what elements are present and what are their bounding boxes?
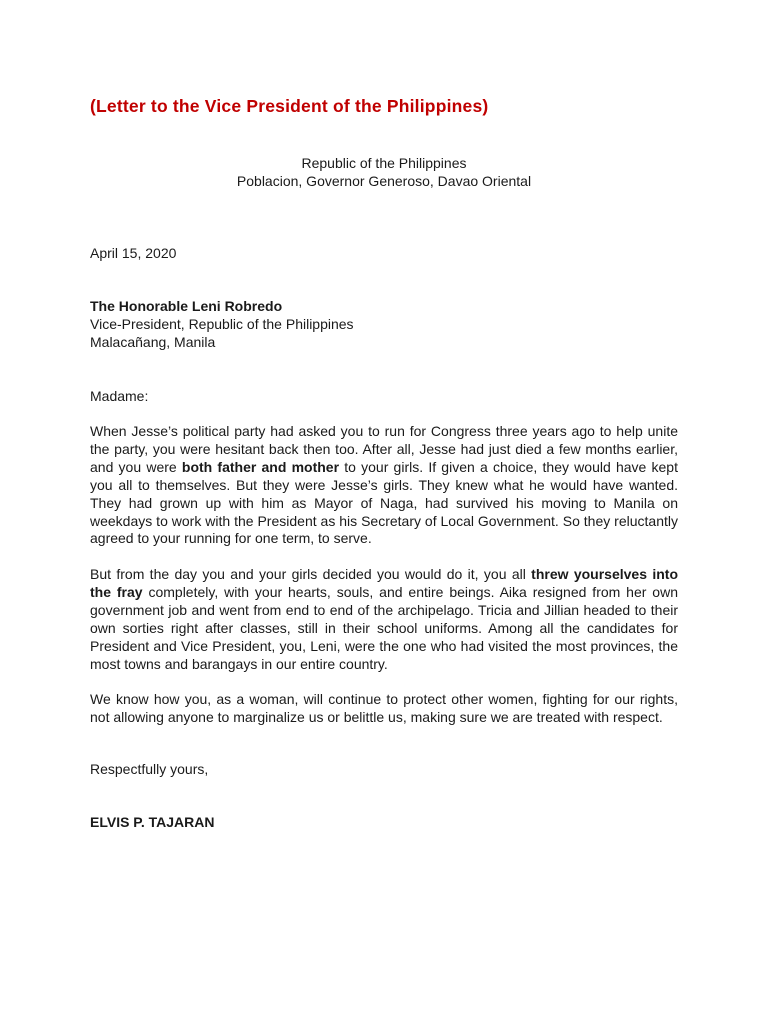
paragraph-3-text: We know how you, as a woman, will continue to protect other women, fighting for our rights, not allowing anyone to marginalize us or belittle us, making sure we are treated with respect.	[90, 691, 678, 725]
paragraph-1-text-end: to your girls. If given a choice, they would have kept you all to themselves. But they were Jesse’s girls. They knew what he would have wanted. They had grown up with him as Mayor of Naga, had survived his moving to Manila on weekdays to work with the President as his Secretary of Local Government. So they reluctantly agreed to your running for one term, to serve.	[90, 458, 678, 547]
body-paragraph-1	[90, 423, 678, 548]
sender-line-1: Republic of the Philippines	[301, 155, 467, 171]
closing: Respectfully yours,	[90, 761, 209, 777]
recipient-title: Vice-President, Republic of the Philippines	[90, 316, 354, 332]
paragraph-1-emphasis: both father and mother	[181, 458, 340, 475]
letter-date: April 15, 2020	[90, 245, 177, 261]
signature-name: ELVIS P. TAJARAN	[90, 814, 215, 830]
letter-title: (Letter to the Vice President of the Philippines)	[90, 96, 489, 116]
recipient-address: Malacañang, Manila	[90, 334, 216, 350]
paragraph-2-emphasis: threw yourselves into the fray	[90, 566, 678, 600]
paragraph-1-text-start: When Jesse’s political party had asked you to run for Congress three years ago to help unite the party, you were hesitant back then too. After all, Jesse had just died a few months earlier, and you were	[90, 423, 678, 475]
paragraph-2-text-end: completely, with your hearts, souls, and entire beings. Aika resigned from her own government job and went from end to end of the archipelago. Tricia and Jillian headed to their own sorties right after classes, still in their school uniforms. Among all the candidates for President and Vice President, you, Leni, were the one who had visited the most provinces, the most towns and barangays in our entire country.	[90, 583, 678, 672]
body-paragraph-3	[90, 691, 678, 727]
paragraph-2-text-start: But from the day you and your girls decided you would do it, you all	[90, 566, 532, 582]
sender-line-2: Poblacion, Governor Generoso, Davao Oriental	[236, 173, 532, 189]
sender-address-block	[90, 154, 678, 190]
recipient-name: The Honorable Leni Robredo	[90, 298, 283, 314]
salutation: Madame:	[90, 388, 149, 404]
recipient-block	[90, 297, 354, 351]
body-paragraph-2	[90, 566, 678, 673]
